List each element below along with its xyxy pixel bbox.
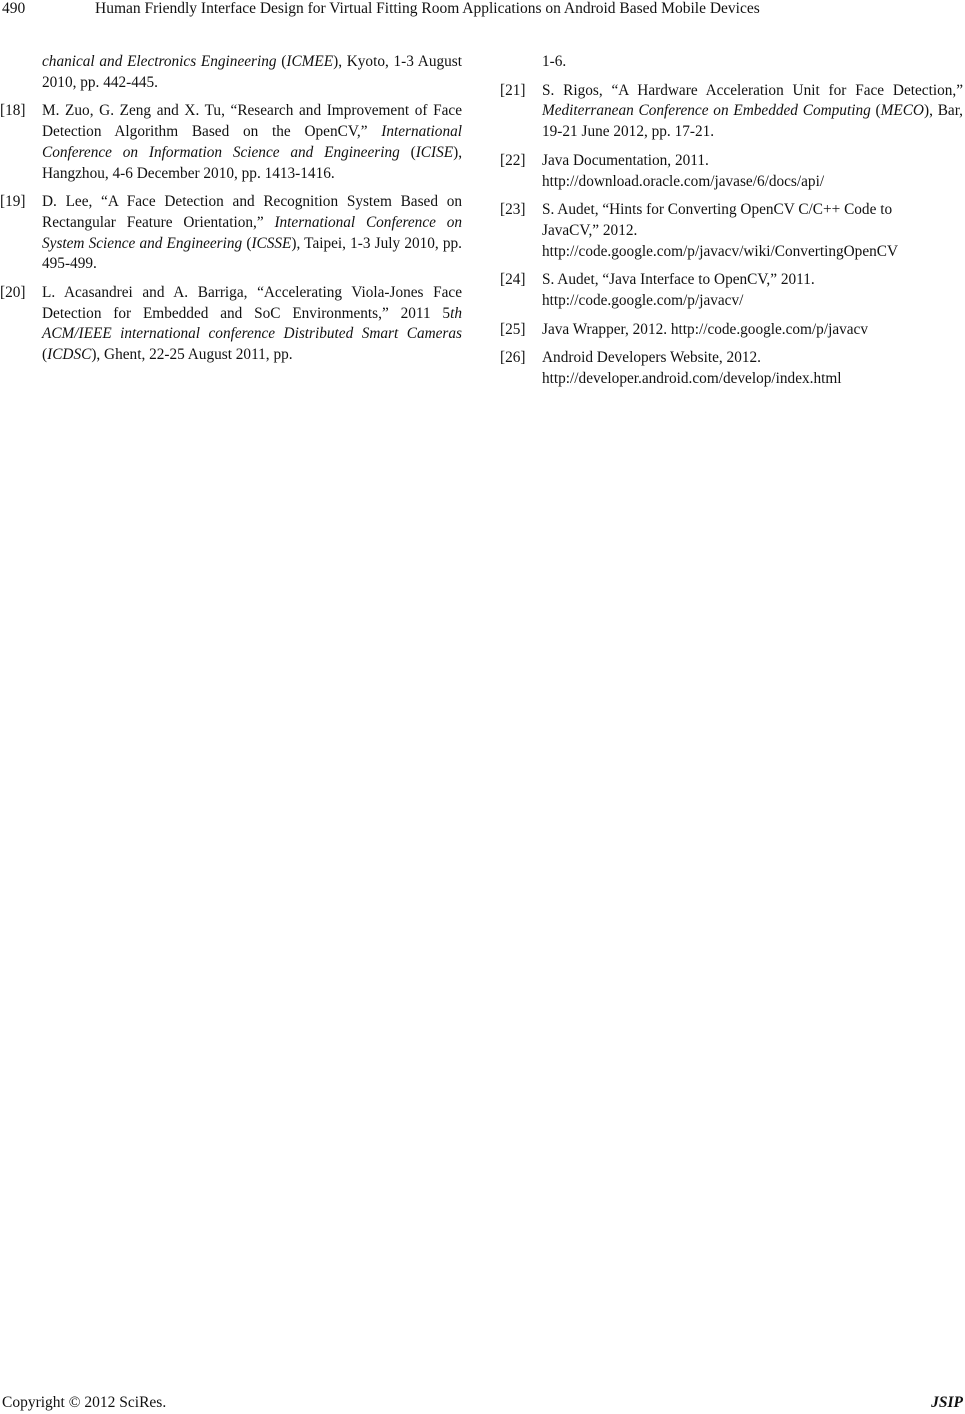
italic-segment: International Conference on Information Science and Engineering: [42, 123, 462, 161]
reference-26: [500, 348, 963, 389]
reference-continuation: [0, 52, 462, 93]
page-number: 490: [2, 0, 26, 17]
reference-24: [500, 270, 963, 311]
text-segment: (: [276, 53, 287, 70]
reference-text: [42, 283, 462, 366]
reference-line: Java Documentation, 2011.: [542, 151, 709, 169]
text-segment: D. Lee, “A Face Detection and Recognition System Based on Rectangular Feature Orientation,”: [42, 193, 462, 231]
reference-text: [542, 200, 963, 262]
right-column: [500, 52, 963, 398]
reference-continuation: [500, 52, 963, 73]
reference-text: [542, 348, 963, 389]
italic-segment: MECO: [880, 102, 924, 120]
running-title: Human Friendly Interface Design for Virtual Fitting Room Applications on Android Based Mobile Devices: [95, 0, 760, 17]
text-segment: ), Bar, 19-21 June 2012, pp. 17-21.: [542, 102, 963, 141]
reference-line: Java Wrapper, 2012. http://code.google.com/p/javacv: [542, 320, 868, 338]
reference-19: [0, 192, 462, 275]
text-segment: (: [42, 346, 48, 364]
reference-text: [542, 320, 963, 341]
reference-text: [42, 192, 462, 275]
italic-segment: th ACM/IEEE international conference Distributed Smart Cameras: [42, 304, 462, 343]
reference-line: http://code.google.com/p/javacv/wiki/ConvertingOpenCV: [542, 242, 899, 260]
reference-number: [20]: [0, 284, 26, 302]
italic-segment: ICISE: [415, 143, 454, 161]
reference-25: [500, 320, 963, 341]
reference-text: [542, 81, 963, 143]
text-segment: (: [399, 143, 416, 161]
copyright-notice: Copyright © 2012 SciRes.: [2, 1394, 167, 1411]
text-segment: ), Taipei, 1-3 July 2010, pp. 495-499.: [42, 234, 463, 273]
italic-segment: Mediterranean Conference on Embedded Computing: [542, 102, 871, 120]
italic-segment: ICSSE: [251, 234, 292, 252]
reference-line: S. Audet, “Java Interface to OpenCV,” 2011.: [542, 271, 815, 289]
reference-line: http://developer.android.com/develop/index.html: [542, 370, 842, 388]
text-segment: ), Ghent, 22-25 August 2011, pp.: [91, 346, 293, 364]
reference-21: [500, 81, 963, 143]
reference-20: [0, 283, 462, 366]
italic-segment: ICMEE: [286, 53, 334, 70]
reference-text: [542, 151, 963, 192]
reference-text: [42, 101, 462, 184]
text-segment: L. Acasandrei and A. Barriga, “Accelerating Viola-Jones Face Detection for Embedded and SoC Environments,” 2011 5: [42, 284, 462, 322]
italic-segment: chanical and Electronics Engineering: [42, 53, 277, 70]
reference-number: [18]: [0, 102, 26, 120]
reference-number: [24]: [500, 271, 526, 289]
reference-23: [500, 200, 963, 262]
reference-line: http://download.oracle.com/javase/6/docs/api/: [542, 172, 825, 190]
text-segment: M. Zuo, G. Zeng and X. Tu, “Research and Improvement of Face Detection Algorithm Based on the OpenCV,”: [42, 102, 462, 141]
reference-line: JavaCV,” 2012.: [542, 221, 638, 239]
reference-text: [42, 52, 462, 93]
reference-number: [19]: [0, 193, 26, 211]
reference-line: Android Developers Website, 2012.: [542, 349, 761, 367]
reference-18: [0, 101, 462, 184]
reference-text: [542, 270, 963, 311]
text-segment: 1-6.: [542, 53, 567, 70]
reference-number: [26]: [500, 349, 526, 367]
reference-number: [22]: [500, 151, 526, 169]
text-segment: ), Hangzhou, 4-6 December 2010, pp. 1413-1416.: [42, 143, 463, 182]
text-segment: ), Kyoto, 1-3 August 2010, pp. 442-445.: [42, 53, 463, 91]
text-segment: S. Rigos, “A Hardware Acceleration Unit for Face Detection,”: [542, 81, 963, 99]
reference-number: [21]: [500, 81, 526, 99]
reference-22: [500, 151, 963, 192]
italic-segment: ICDSC: [47, 346, 92, 364]
running-header: [0, 0, 965, 20]
reference-text: [542, 52, 963, 73]
reference-line: S. Audet, “Hints for Converting OpenCV C/C++ Code to: [542, 201, 893, 219]
reference-number: [23]: [500, 201, 526, 219]
left-column: [0, 52, 462, 374]
reference-number: [25]: [500, 320, 526, 338]
journal-abbreviation: JSIP: [931, 1394, 963, 1411]
italic-segment: International Conference on System Science and Engineering: [42, 213, 462, 252]
text-segment: (: [242, 234, 252, 252]
text-segment: (: [870, 102, 881, 120]
reference-line: http://code.google.com/p/javacv/: [542, 292, 744, 310]
